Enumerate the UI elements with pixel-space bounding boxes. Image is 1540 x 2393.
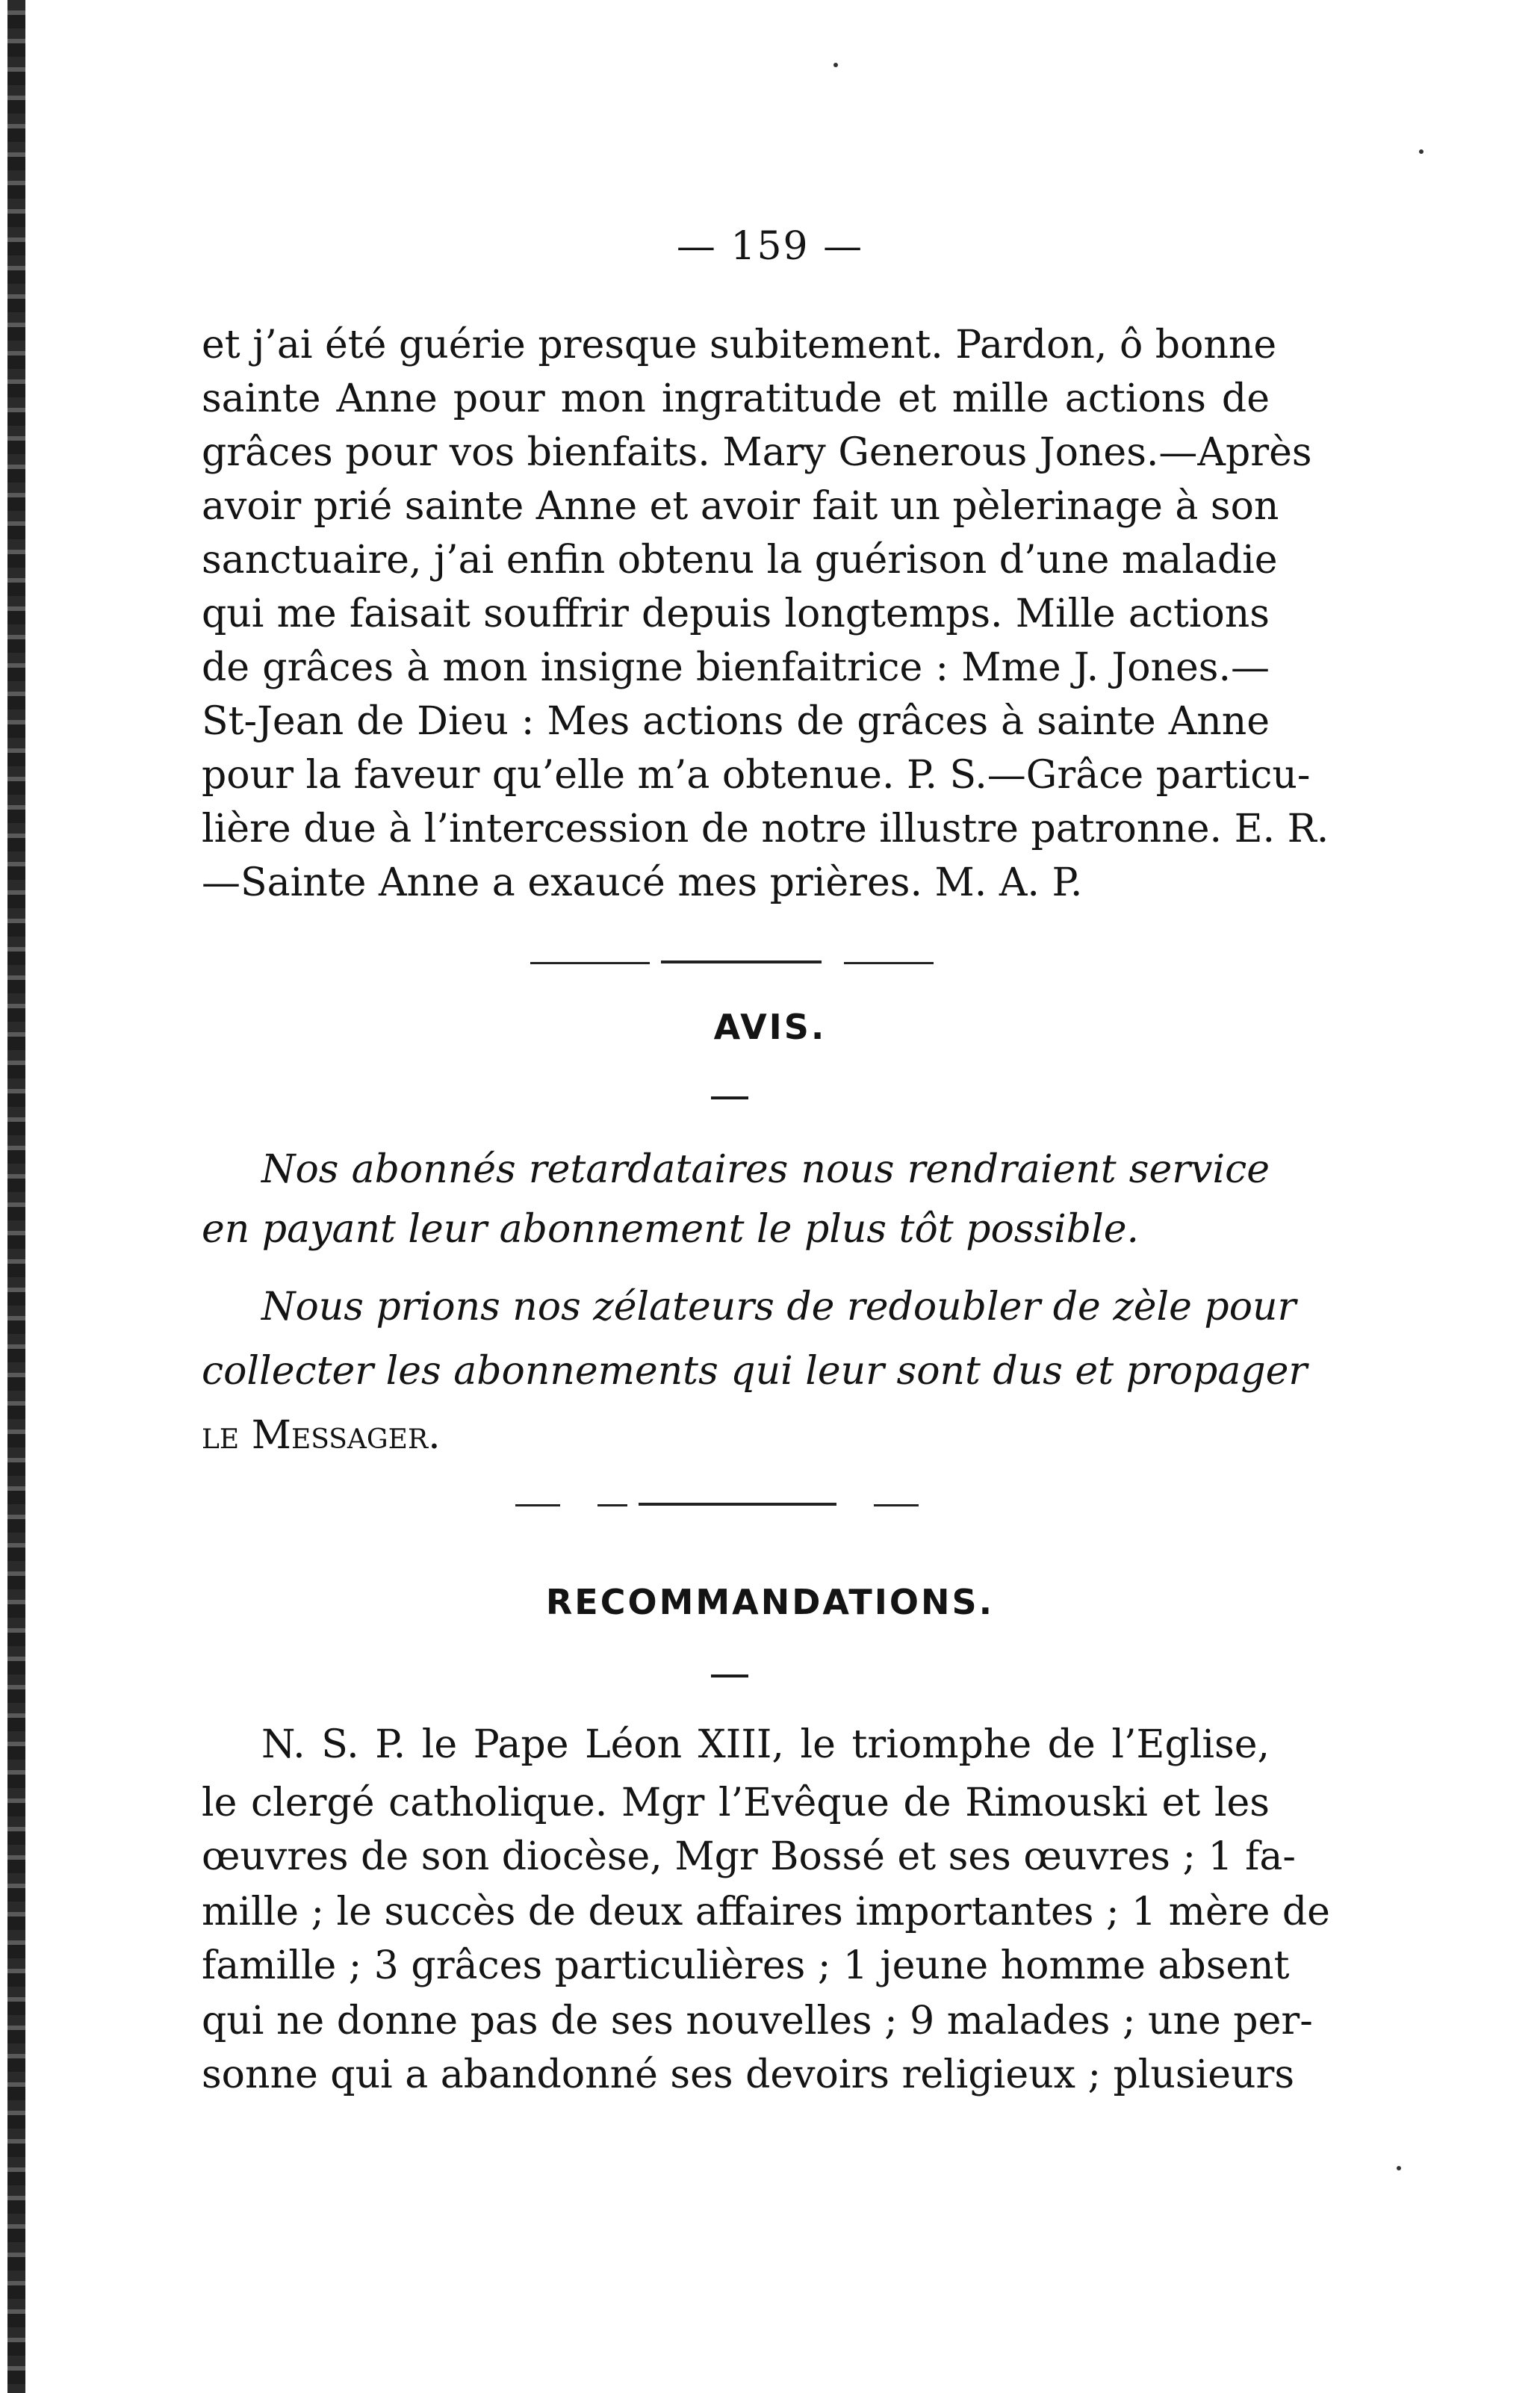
recommandations-heading: RECOMMANDATIONS. <box>545 1582 995 1622</box>
text-line: St-Jean de Dieu : Mes actions de grâces à sainte Anne <box>202 699 1270 744</box>
text-line: et j’ai été guérie presque subitement. Pardon, ô bonne <box>202 323 1277 367</box>
text-line: avoir prié sainte Anne et avoir fait un pèlerinage à son <box>202 484 1279 529</box>
text-line: le clergé catholique. Mgr l’Evêque de Rimouski et les <box>202 1781 1270 1825</box>
text-line: qui me faisait souffrir depuis longtemps. Mille actions <box>202 592 1270 636</box>
text-line: qui ne donne pas de ses nouvelles ; 9 malades ; une per- <box>202 1999 1313 2043</box>
short-rule <box>711 1675 748 1677</box>
speck-mark <box>1419 149 1423 154</box>
text-line: mille ; le succès de deux affaires importantes ; 1 mère de <box>202 1890 1330 1934</box>
speck-mark <box>1397 2166 1401 2170</box>
avis-heading: AVIS. <box>713 1007 827 1047</box>
text-line: Nous prions nos zélateurs de redoubler de zèle pour <box>261 1285 1297 1329</box>
text-line: collecter les abonnements qui leur sont dus et propager <box>202 1349 1308 1394</box>
text-line: Nos abonnés retardataires nous rendraient service <box>261 1147 1270 1192</box>
text-line: sainte Anne pour mon ingratitude et mille actions de <box>202 376 1270 421</box>
text-line: lière due à l’intercession de notre illustre patronne. E. R. <box>202 807 1329 851</box>
text-line: famille ; 3 grâces particulières ; 1 jeune homme absent <box>202 1943 1290 1988</box>
text-line: N. S. P. le Pape Léon XIII, le triomphe de l’Eglise, <box>261 1722 1270 1767</box>
speck-mark <box>833 63 838 67</box>
text-line: le Messager. <box>202 1413 441 1458</box>
page-number: — 159 — <box>676 224 864 269</box>
text-line: œuvres de son diocèse, Mgr Bossé et ses œuvres ; 1 fa- <box>202 1834 1296 1879</box>
short-rule <box>711 1096 748 1099</box>
text-line: pour la faveur qu’elle m’a obtenue. P. S.—Grâce particu- <box>202 753 1311 798</box>
text-line: de grâces à mon insigne bienfaitrice : Mme J. Jones.— <box>202 645 1270 690</box>
text-line: en payant leur abonnement le plus tôt possible. <box>202 1207 1140 1252</box>
text-line: —Sainte Anne a exaucé mes prières. M. A. P. <box>202 860 1083 905</box>
text-line: grâces pour vos bienfaits. Mary Generous Jones.—Après <box>202 430 1312 475</box>
binding-edge-shadow <box>7 0 25 2393</box>
text-line: sanctuaire, j’ai enfin obtenu la guérison d’une maladie <box>202 538 1278 583</box>
text-line: sonne qui a abandonné ses devoirs religieux ; plusieurs <box>202 2052 1295 2097</box>
